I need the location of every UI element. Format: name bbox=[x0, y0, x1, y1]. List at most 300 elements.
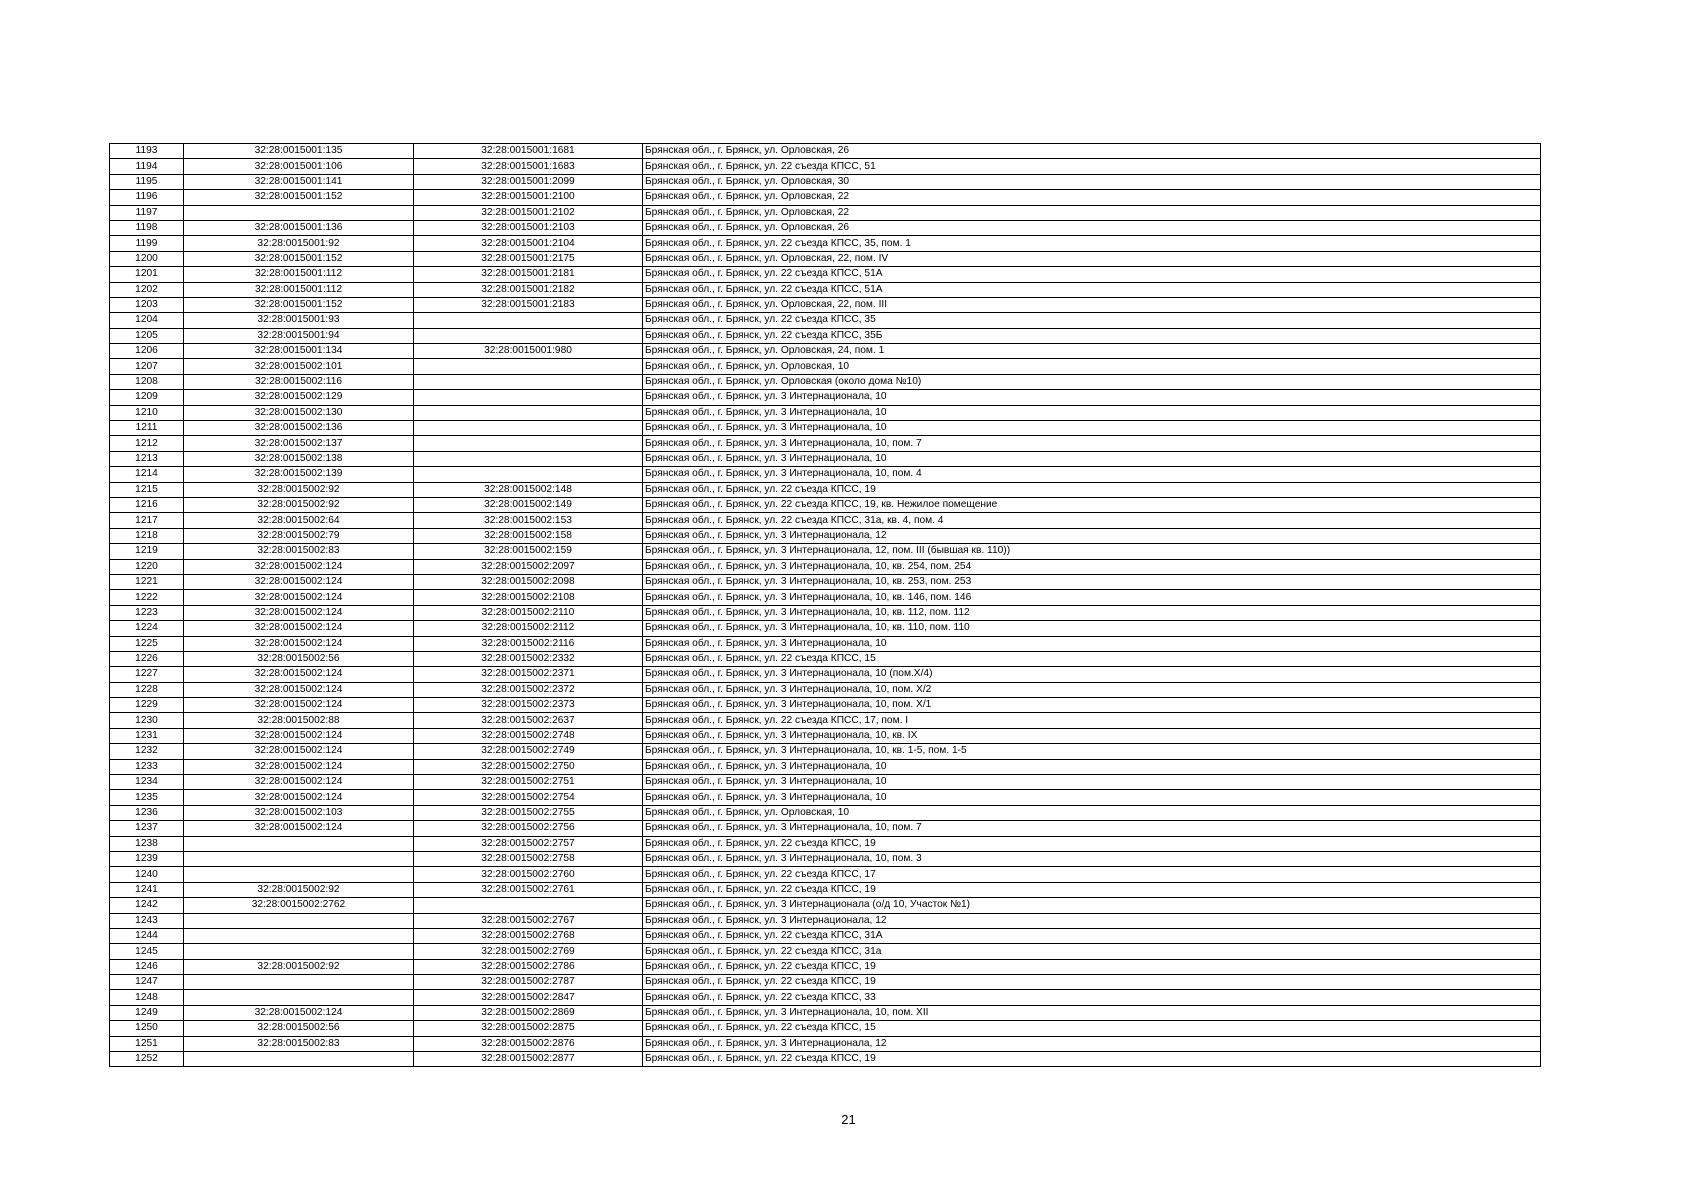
row-number-cell: 1215 bbox=[110, 482, 184, 497]
table-row bbox=[110, 698, 1541, 713]
row-number-cell: 1234 bbox=[110, 775, 184, 790]
table-row bbox=[110, 713, 1541, 728]
land-cadastral-number-cell: 32:28:0015002:124 bbox=[184, 605, 414, 620]
land-cadastral-number-cell bbox=[184, 913, 414, 928]
address-cell: Брянская обл., г. Брянск, ул. 22 съезда КПСС, 51А bbox=[643, 282, 1541, 297]
table-row bbox=[110, 405, 1541, 420]
land-cadastral-number-cell: 32:28:0015002:124 bbox=[184, 590, 414, 605]
table-row bbox=[110, 574, 1541, 589]
object-cadastral-number-cell: 32:28:0015002:2749 bbox=[414, 744, 643, 759]
table-row bbox=[110, 159, 1541, 174]
row-number-cell: 1223 bbox=[110, 605, 184, 620]
row-number-cell: 1203 bbox=[110, 297, 184, 312]
row-number-cell: 1241 bbox=[110, 882, 184, 897]
object-cadastral-number-cell bbox=[414, 313, 643, 328]
row-number-cell: 1252 bbox=[110, 1052, 184, 1067]
row-number-cell: 1220 bbox=[110, 559, 184, 574]
table-row bbox=[110, 559, 1541, 574]
row-number-cell: 1209 bbox=[110, 390, 184, 405]
object-cadastral-number-cell bbox=[414, 405, 643, 420]
row-number-cell: 1227 bbox=[110, 667, 184, 682]
land-cadastral-number-cell: 32:28:0015002:130 bbox=[184, 405, 414, 420]
land-cadastral-number-cell: 32:28:0015001:112 bbox=[184, 267, 414, 282]
address-cell: Брянская обл., г. Брянск, ул. 3 Интернационала, 12, пом. III (бывшая кв. 110)) bbox=[643, 544, 1541, 559]
row-number-cell: 1221 bbox=[110, 574, 184, 589]
object-cadastral-number-cell: 32:28:0015001:2182 bbox=[414, 282, 643, 297]
table-row bbox=[110, 990, 1541, 1005]
object-cadastral-number-cell: 32:28:0015002:2112 bbox=[414, 621, 643, 636]
address-cell: Брянская обл., г. Брянск, ул. Орловская, 26 bbox=[643, 220, 1541, 235]
land-cadastral-number-cell: 32:28:0015002:124 bbox=[184, 775, 414, 790]
table-row bbox=[110, 636, 1541, 651]
address-cell: Брянская обл., г. Брянск, ул. 3 Интернационала, 10, пом. 7 bbox=[643, 821, 1541, 836]
row-number-cell: 1205 bbox=[110, 328, 184, 343]
land-cadastral-number-cell: 32:28:0015001:92 bbox=[184, 236, 414, 251]
land-cadastral-number-cell: 32:28:0015002:124 bbox=[184, 574, 414, 589]
table-row bbox=[110, 267, 1541, 282]
table-row bbox=[110, 528, 1541, 543]
row-number-cell: 1242 bbox=[110, 898, 184, 913]
land-cadastral-number-cell: 32:28:0015001:94 bbox=[184, 328, 414, 343]
table-row bbox=[110, 836, 1541, 851]
object-cadastral-number-cell: 32:28:0015002:149 bbox=[414, 497, 643, 512]
land-cadastral-number-cell: 32:28:0015002:124 bbox=[184, 790, 414, 805]
land-cadastral-number-cell bbox=[184, 1052, 414, 1067]
table-row bbox=[110, 651, 1541, 666]
land-cadastral-number-cell: 32:28:0015002:92 bbox=[184, 959, 414, 974]
address-cell: Брянская обл., г. Брянск, ул. 22 съезда КПСС, 35Б bbox=[643, 328, 1541, 343]
row-number-cell: 1249 bbox=[110, 1005, 184, 1020]
table-row bbox=[110, 451, 1541, 466]
land-cadastral-number-cell: 32:28:0015002:124 bbox=[184, 821, 414, 836]
address-cell: Брянская обл., г. Брянск, ул. 3 Интернационала, 10, пом. 3 bbox=[643, 851, 1541, 866]
table-row bbox=[110, 251, 1541, 266]
table-row bbox=[110, 421, 1541, 436]
address-cell: Брянская обл., г. Брянск, ул. 3 Интернационала, 10, пом. X/2 bbox=[643, 682, 1541, 697]
land-cadastral-number-cell: 32:28:0015001:136 bbox=[184, 220, 414, 235]
row-number-cell: 1248 bbox=[110, 990, 184, 1005]
address-cell: Брянская обл., г. Брянск, ул. Орловская, 22 bbox=[643, 205, 1541, 220]
address-cell: Брянская обл., г. Брянск, ул. 3 Интернационала, 10, пом. XII bbox=[643, 1005, 1541, 1020]
object-cadastral-number-cell: 32:28:0015002:2769 bbox=[414, 944, 643, 959]
object-cadastral-number-cell bbox=[414, 390, 643, 405]
table-row bbox=[110, 882, 1541, 897]
object-cadastral-number-cell: 32:28:0015002:2116 bbox=[414, 636, 643, 651]
land-cadastral-number-cell: 32:28:0015002:101 bbox=[184, 359, 414, 374]
address-cell: Брянская обл., г. Брянск, ул. 3 Интернационала, 10 bbox=[643, 405, 1541, 420]
object-cadastral-number-cell: 32:28:0015002:2372 bbox=[414, 682, 643, 697]
object-cadastral-number-cell: 32:28:0015002:2869 bbox=[414, 1005, 643, 1020]
land-cadastral-number-cell: 32:28:0015002:124 bbox=[184, 698, 414, 713]
table-row bbox=[110, 482, 1541, 497]
object-cadastral-number-cell: 32:28:0015002:2750 bbox=[414, 759, 643, 774]
address-cell: Брянская обл., г. Брянск, ул. 22 съезда КПСС, 33 bbox=[643, 990, 1541, 1005]
address-cell: Брянская обл., г. Брянск, ул. Орловская, 22 bbox=[643, 190, 1541, 205]
object-cadastral-number-cell: 32:28:0015002:158 bbox=[414, 528, 643, 543]
object-cadastral-number-cell: 32:28:0015002:2758 bbox=[414, 851, 643, 866]
object-cadastral-number-cell: 32:28:0015002:2754 bbox=[414, 790, 643, 805]
address-cell: Брянская обл., г. Брянск, ул. 22 съезда КПСС, 19 bbox=[643, 836, 1541, 851]
table-row bbox=[110, 959, 1541, 974]
land-cadastral-number-cell: 32:28:0015002:129 bbox=[184, 390, 414, 405]
land-cadastral-number-cell: 32:28:0015002:124 bbox=[184, 759, 414, 774]
address-cell: Брянская обл., г. Брянск, ул. 22 съезда КПСС, 17, пом. I bbox=[643, 713, 1541, 728]
page-number: 21 bbox=[841, 1112, 856, 1127]
row-number-cell: 1230 bbox=[110, 713, 184, 728]
row-number-cell: 1246 bbox=[110, 959, 184, 974]
row-number-cell: 1229 bbox=[110, 698, 184, 713]
row-number-cell: 1202 bbox=[110, 282, 184, 297]
row-number-cell: 1212 bbox=[110, 436, 184, 451]
row-number-cell: 1225 bbox=[110, 636, 184, 651]
land-cadastral-number-cell: 32:28:0015001:152 bbox=[184, 190, 414, 205]
table-row bbox=[110, 1021, 1541, 1036]
table-row bbox=[110, 928, 1541, 943]
row-number-cell: 1236 bbox=[110, 805, 184, 820]
address-cell: Брянская обл., г. Брянск, ул. 3 Интернационала, 10 bbox=[643, 790, 1541, 805]
address-cell: Брянская обл., г. Брянск, ул. 3 Интернационала, 10, пом. 7 bbox=[643, 436, 1541, 451]
object-cadastral-number-cell: 32:28:0015002:2760 bbox=[414, 867, 643, 882]
address-cell: Брянская обл., г. Брянск, ул. 22 съезда КПСС, 51А bbox=[643, 267, 1541, 282]
object-cadastral-number-cell: 32:28:0015002:2755 bbox=[414, 805, 643, 820]
row-number-cell: 1250 bbox=[110, 1021, 184, 1036]
object-cadastral-number-cell bbox=[414, 328, 643, 343]
address-cell: Брянская обл., г. Брянск, ул. 3 Интернационала, 10 bbox=[643, 636, 1541, 651]
address-cell: Брянская обл., г. Брянск, ул. Орловская, 22, пом. III bbox=[643, 297, 1541, 312]
address-cell: Брянская обл., г. Брянск, ул. 3 Интернационала, 10 bbox=[643, 775, 1541, 790]
address-cell: Брянская обл., г. Брянск, ул. 3 Интернационала, 10, пом. X/1 bbox=[643, 698, 1541, 713]
row-number-cell: 1198 bbox=[110, 220, 184, 235]
address-cell: Брянская обл., г. Брянск, ул. 3 Интернационала, 10, пом. 4 bbox=[643, 467, 1541, 482]
row-number-cell: 1208 bbox=[110, 374, 184, 389]
object-cadastral-number-cell: 32:28:0015002:2332 bbox=[414, 651, 643, 666]
object-cadastral-number-cell: 32:28:0015002:2786 bbox=[414, 959, 643, 974]
object-cadastral-number-cell: 32:28:0015002:2637 bbox=[414, 713, 643, 728]
object-cadastral-number-cell: 32:28:0015002:159 bbox=[414, 544, 643, 559]
land-cadastral-number-cell: 32:28:0015002:79 bbox=[184, 528, 414, 543]
address-cell: Брянская обл., г. Брянск, ул. Орловская, 10 bbox=[643, 805, 1541, 820]
object-cadastral-number-cell bbox=[414, 436, 643, 451]
table-row bbox=[110, 390, 1541, 405]
land-cadastral-number-cell: 32:28:0015002:136 bbox=[184, 421, 414, 436]
table-row bbox=[110, 344, 1541, 359]
row-number-cell: 1226 bbox=[110, 651, 184, 666]
address-cell: Брянская обл., г. Брянск, ул. 3 Интернационала, 10, кв. 1-5, пом. 1-5 bbox=[643, 744, 1541, 759]
row-number-cell: 1195 bbox=[110, 174, 184, 189]
land-cadastral-number-cell: 32:28:0015001:112 bbox=[184, 282, 414, 297]
land-cadastral-number-cell: 32:28:0015002:137 bbox=[184, 436, 414, 451]
row-number-cell: 1217 bbox=[110, 513, 184, 528]
object-cadastral-number-cell bbox=[414, 467, 643, 482]
table-row bbox=[110, 913, 1541, 928]
row-number-cell: 1216 bbox=[110, 497, 184, 512]
object-cadastral-number-cell: 32:28:0015002:2371 bbox=[414, 667, 643, 682]
table-row bbox=[110, 790, 1541, 805]
address-cell: Брянская обл., г. Брянск, ул. 3 Интернационала, 10, кв. 110, пом. 110 bbox=[643, 621, 1541, 636]
table-row bbox=[110, 682, 1541, 697]
table-row bbox=[110, 174, 1541, 189]
object-cadastral-number-cell bbox=[414, 421, 643, 436]
address-cell: Брянская обл., г. Брянск, ул. 22 съезда КПСС, 17 bbox=[643, 867, 1541, 882]
table-row bbox=[110, 821, 1541, 836]
table-row bbox=[110, 313, 1541, 328]
row-number-cell: 1218 bbox=[110, 528, 184, 543]
table-row bbox=[110, 775, 1541, 790]
table-row bbox=[110, 144, 1541, 159]
object-cadastral-number-cell: 32:28:0015002:2877 bbox=[414, 1052, 643, 1067]
address-cell: Брянская обл., г. Брянск, ул. Орловская, 10 bbox=[643, 359, 1541, 374]
object-cadastral-number-cell: 32:28:0015001:1683 bbox=[414, 159, 643, 174]
table-row bbox=[110, 190, 1541, 205]
object-cadastral-number-cell: 32:28:0015002:2757 bbox=[414, 836, 643, 851]
table-row bbox=[110, 374, 1541, 389]
row-number-cell: 1214 bbox=[110, 467, 184, 482]
object-cadastral-number-cell: 32:28:0015002:2875 bbox=[414, 1021, 643, 1036]
table-row bbox=[110, 975, 1541, 990]
address-cell: Брянская обл., г. Брянск, ул. 22 съезда КПСС, 31А bbox=[643, 928, 1541, 943]
row-number-cell: 1199 bbox=[110, 236, 184, 251]
land-cadastral-number-cell: 32:28:0015002:92 bbox=[184, 482, 414, 497]
table-row bbox=[110, 236, 1541, 251]
registry-table bbox=[109, 143, 1541, 1067]
table-row bbox=[110, 297, 1541, 312]
land-cadastral-number-cell: 32:28:0015002:56 bbox=[184, 651, 414, 666]
row-number-cell: 1244 bbox=[110, 928, 184, 943]
address-cell: Брянская обл., г. Брянск, ул. 3 Интернационала, 12 bbox=[643, 913, 1541, 928]
land-cadastral-number-cell: 32:28:0015002:64 bbox=[184, 513, 414, 528]
row-number-cell: 1238 bbox=[110, 836, 184, 851]
object-cadastral-number-cell: 32:28:0015001:2104 bbox=[414, 236, 643, 251]
row-number-cell: 1231 bbox=[110, 728, 184, 743]
address-cell: Брянская обл., г. Брянск, ул. 22 съезда КПСС, 15 bbox=[643, 1021, 1541, 1036]
address-cell: Брянская обл., г. Брянск, ул. 22 съезда КПСС, 35 bbox=[643, 313, 1541, 328]
object-cadastral-number-cell: 32:28:0015002:2876 bbox=[414, 1036, 643, 1051]
table-row bbox=[110, 728, 1541, 743]
table-row bbox=[110, 805, 1541, 820]
address-cell: Брянская обл., г. Брянск, ул. Орловская (около дома №10) bbox=[643, 374, 1541, 389]
table-row bbox=[110, 590, 1541, 605]
object-cadastral-number-cell: 32:28:0015001:980 bbox=[414, 344, 643, 359]
land-cadastral-number-cell: 32:28:0015002:124 bbox=[184, 636, 414, 651]
object-cadastral-number-cell: 32:28:0015001:2175 bbox=[414, 251, 643, 266]
row-number-cell: 1235 bbox=[110, 790, 184, 805]
row-number-cell: 1233 bbox=[110, 759, 184, 774]
address-cell: Брянская обл., г. Брянск, ул. 22 съезда КПСС, 15 bbox=[643, 651, 1541, 666]
row-number-cell: 1247 bbox=[110, 975, 184, 990]
object-cadastral-number-cell: 32:28:0015001:2103 bbox=[414, 220, 643, 235]
address-cell: Брянская обл., г. Брянск, ул. 3 Интернационала, 10 bbox=[643, 759, 1541, 774]
row-number-cell: 1201 bbox=[110, 267, 184, 282]
land-cadastral-number-cell: 32:28:0015002:138 bbox=[184, 451, 414, 466]
address-cell: Брянская обл., г. Брянск, ул. 3 Интернационала, 12 bbox=[643, 1036, 1541, 1051]
table-row bbox=[110, 282, 1541, 297]
row-number-cell: 1222 bbox=[110, 590, 184, 605]
table-row bbox=[110, 1052, 1541, 1067]
land-cadastral-number-cell bbox=[184, 867, 414, 882]
registry-table-body bbox=[110, 144, 1541, 1067]
address-cell: Брянская обл., г. Брянск, ул. 3 Интернационала, 10, кв. 254, пом. 254 bbox=[643, 559, 1541, 574]
address-cell: Брянская обл., г. Брянск, ул. 3 Интернационала, 10 bbox=[643, 451, 1541, 466]
address-cell: Брянская обл., г. Брянск, ул. 22 съезда КПСС, 19 bbox=[643, 959, 1541, 974]
object-cadastral-number-cell: 32:28:0015002:2756 bbox=[414, 821, 643, 836]
row-number-cell: 1194 bbox=[110, 159, 184, 174]
table-row bbox=[110, 744, 1541, 759]
row-number-cell: 1204 bbox=[110, 313, 184, 328]
row-number-cell: 1207 bbox=[110, 359, 184, 374]
row-number-cell: 1197 bbox=[110, 205, 184, 220]
table-row bbox=[110, 605, 1541, 620]
row-number-cell: 1243 bbox=[110, 913, 184, 928]
address-cell: Брянская обл., г. Брянск, ул. Орловская, 22, пом. IV bbox=[643, 251, 1541, 266]
land-cadastral-number-cell: 32:28:0015002:56 bbox=[184, 1021, 414, 1036]
land-cadastral-number-cell: 32:28:0015002:83 bbox=[184, 1036, 414, 1051]
land-cadastral-number-cell: 32:28:0015002:116 bbox=[184, 374, 414, 389]
object-cadastral-number-cell: 32:28:0015002:2751 bbox=[414, 775, 643, 790]
table-row bbox=[110, 621, 1541, 636]
table-row bbox=[110, 467, 1541, 482]
table-row bbox=[110, 359, 1541, 374]
row-number-cell: 1251 bbox=[110, 1036, 184, 1051]
object-cadastral-number-cell: 32:28:0015002:2761 bbox=[414, 882, 643, 897]
row-number-cell: 1210 bbox=[110, 405, 184, 420]
row-number-cell: 1224 bbox=[110, 621, 184, 636]
table-row bbox=[110, 1036, 1541, 1051]
land-cadastral-number-cell: 32:28:0015001:152 bbox=[184, 297, 414, 312]
object-cadastral-number-cell bbox=[414, 451, 643, 466]
address-cell: Брянская обл., г. Брянск, ул. 3 Интернационала, 10 bbox=[643, 390, 1541, 405]
object-cadastral-number-cell: 32:28:0015001:2181 bbox=[414, 267, 643, 282]
address-cell: Брянская обл., г. Брянск, ул. 22 съезда КПСС, 35, пом. 1 bbox=[643, 236, 1541, 251]
address-cell: Брянская обл., г. Брянск, ул. 3 Интернационала, 10, кв. 253, пом. 253 bbox=[643, 574, 1541, 589]
table-row bbox=[110, 1005, 1541, 1020]
row-number-cell: 1213 bbox=[110, 451, 184, 466]
row-number-cell: 1245 bbox=[110, 944, 184, 959]
land-cadastral-number-cell: 32:28:0015002:124 bbox=[184, 682, 414, 697]
row-number-cell: 1240 bbox=[110, 867, 184, 882]
land-cadastral-number-cell: 32:28:0015002:124 bbox=[184, 1005, 414, 1020]
object-cadastral-number-cell: 32:28:0015002:2748 bbox=[414, 728, 643, 743]
address-cell: Брянская обл., г. Брянск, ул. Орловская, 30 bbox=[643, 174, 1541, 189]
address-cell: Брянская обл., г. Брянск, ул. 22 съезда КПСС, 19, кв. Нежилое помещение bbox=[643, 497, 1541, 512]
land-cadastral-number-cell bbox=[184, 928, 414, 943]
land-cadastral-number-cell bbox=[184, 944, 414, 959]
object-cadastral-number-cell: 32:28:0015001:2099 bbox=[414, 174, 643, 189]
address-cell: Брянская обл., г. Брянск, ул. 3 Интернационала, 10, кв. 146, пом. 146 bbox=[643, 590, 1541, 605]
row-number-cell: 1193 bbox=[110, 144, 184, 159]
table-row bbox=[110, 667, 1541, 682]
table-row bbox=[110, 544, 1541, 559]
address-cell: Брянская обл., г. Брянск, ул. 22 съезда КПСС, 51 bbox=[643, 159, 1541, 174]
address-cell: Брянская обл., г. Брянск, ул. 3 Интернационала, 10, кв. 112, пом. 112 bbox=[643, 605, 1541, 620]
land-cadastral-number-cell: 32:28:0015001:141 bbox=[184, 174, 414, 189]
table-row bbox=[110, 436, 1541, 451]
address-cell: Брянская обл., г. Брянск, ул. Орловская, 26 bbox=[643, 144, 1541, 159]
object-cadastral-number-cell: 32:28:0015002:2098 bbox=[414, 574, 643, 589]
address-cell: Брянская обл., г. Брянск, ул. 22 съезда КПСС, 19 bbox=[643, 482, 1541, 497]
object-cadastral-number-cell: 32:28:0015001:2100 bbox=[414, 190, 643, 205]
land-cadastral-number-cell: 32:28:0015001:134 bbox=[184, 344, 414, 359]
table-row bbox=[110, 898, 1541, 913]
address-cell: Брянская обл., г. Брянск, ул. 3 Интернационала, 10 (пом.X/4) bbox=[643, 667, 1541, 682]
object-cadastral-number-cell: 32:28:0015002:153 bbox=[414, 513, 643, 528]
address-cell: Брянская обл., г. Брянск, ул. 3 Интернационала, 10 bbox=[643, 421, 1541, 436]
table-row bbox=[110, 944, 1541, 959]
row-number-cell: 1206 bbox=[110, 344, 184, 359]
object-cadastral-number-cell: 32:28:0015002:2847 bbox=[414, 990, 643, 1005]
land-cadastral-number-cell: 32:28:0015002:124 bbox=[184, 744, 414, 759]
land-cadastral-number-cell: 32:28:0015001:93 bbox=[184, 313, 414, 328]
table-row bbox=[110, 759, 1541, 774]
land-cadastral-number-cell: 32:28:0015002:139 bbox=[184, 467, 414, 482]
address-cell: Брянская обл., г. Брянск, ул. 3 Интернационала, 10, кв. IX bbox=[643, 728, 1541, 743]
object-cadastral-number-cell: 32:28:0015002:2373 bbox=[414, 698, 643, 713]
object-cadastral-number-cell: 32:28:0015002:2767 bbox=[414, 913, 643, 928]
land-cadastral-number-cell bbox=[184, 851, 414, 866]
object-cadastral-number-cell: 32:28:0015001:1681 bbox=[414, 144, 643, 159]
object-cadastral-number-cell: 32:28:0015002:2768 bbox=[414, 928, 643, 943]
object-cadastral-number-cell bbox=[414, 374, 643, 389]
land-cadastral-number-cell: 32:28:0015002:92 bbox=[184, 497, 414, 512]
address-cell: Брянская обл., г. Брянск, ул. 22 съезда КПСС, 19 bbox=[643, 1052, 1541, 1067]
row-number-cell: 1239 bbox=[110, 851, 184, 866]
table-row bbox=[110, 851, 1541, 866]
land-cadastral-number-cell bbox=[184, 975, 414, 990]
land-cadastral-number-cell: 32:28:0015002:92 bbox=[184, 882, 414, 897]
table-row bbox=[110, 328, 1541, 343]
table-row bbox=[110, 205, 1541, 220]
row-number-cell: 1232 bbox=[110, 744, 184, 759]
address-cell: Брянская обл., г. Брянск, ул. 22 съезда КПСС, 19 bbox=[643, 882, 1541, 897]
land-cadastral-number-cell: 32:28:0015002:124 bbox=[184, 728, 414, 743]
table-row bbox=[110, 867, 1541, 882]
land-cadastral-number-cell: 32:28:0015002:124 bbox=[184, 559, 414, 574]
land-cadastral-number-cell: 32:28:0015002:88 bbox=[184, 713, 414, 728]
land-cadastral-number-cell: 32:28:0015002:103 bbox=[184, 805, 414, 820]
land-cadastral-number-cell: 32:28:0015002:2762 bbox=[184, 898, 414, 913]
table-row bbox=[110, 497, 1541, 512]
object-cadastral-number-cell: 32:28:0015002:2097 bbox=[414, 559, 643, 574]
object-cadastral-number-cell: 32:28:0015002:2110 bbox=[414, 605, 643, 620]
object-cadastral-number-cell: 32:28:0015001:2183 bbox=[414, 297, 643, 312]
address-cell: Брянская обл., г. Брянск, ул. Орловская, 24, пом. 1 bbox=[643, 344, 1541, 359]
land-cadastral-number-cell: 32:28:0015001:135 bbox=[184, 144, 414, 159]
row-number-cell: 1196 bbox=[110, 190, 184, 205]
land-cadastral-number-cell: 32:28:0015001:106 bbox=[184, 159, 414, 174]
object-cadastral-number-cell bbox=[414, 359, 643, 374]
object-cadastral-number-cell: 32:28:0015002:2787 bbox=[414, 975, 643, 990]
table-row bbox=[110, 220, 1541, 235]
address-cell: Брянская обл., г. Брянск, ул. 3 Интернационала (о/д 10, Участок №1) bbox=[643, 898, 1541, 913]
address-cell: Брянская обл., г. Брянск, ул. 22 съезда КПСС, 31а, кв. 4, пом. 4 bbox=[643, 513, 1541, 528]
land-cadastral-number-cell bbox=[184, 836, 414, 851]
land-cadastral-number-cell bbox=[184, 205, 414, 220]
row-number-cell: 1237 bbox=[110, 821, 184, 836]
address-cell: Брянская обл., г. Брянск, ул. 22 съезда КПСС, 31а bbox=[643, 944, 1541, 959]
land-cadastral-number-cell: 32:28:0015001:152 bbox=[184, 251, 414, 266]
object-cadastral-number-cell: 32:28:0015002:148 bbox=[414, 482, 643, 497]
object-cadastral-number-cell: 32:28:0015002:2108 bbox=[414, 590, 643, 605]
row-number-cell: 1228 bbox=[110, 682, 184, 697]
table-row bbox=[110, 513, 1541, 528]
row-number-cell: 1200 bbox=[110, 251, 184, 266]
land-cadastral-number-cell: 32:28:0015002:83 bbox=[184, 544, 414, 559]
land-cadastral-number-cell bbox=[184, 990, 414, 1005]
land-cadastral-number-cell: 32:28:0015002:124 bbox=[184, 667, 414, 682]
row-number-cell: 1211 bbox=[110, 421, 184, 436]
row-number-cell: 1219 bbox=[110, 544, 184, 559]
land-cadastral-number-cell: 32:28:0015002:124 bbox=[184, 621, 414, 636]
object-cadastral-number-cell: 32:28:0015001:2102 bbox=[414, 205, 643, 220]
